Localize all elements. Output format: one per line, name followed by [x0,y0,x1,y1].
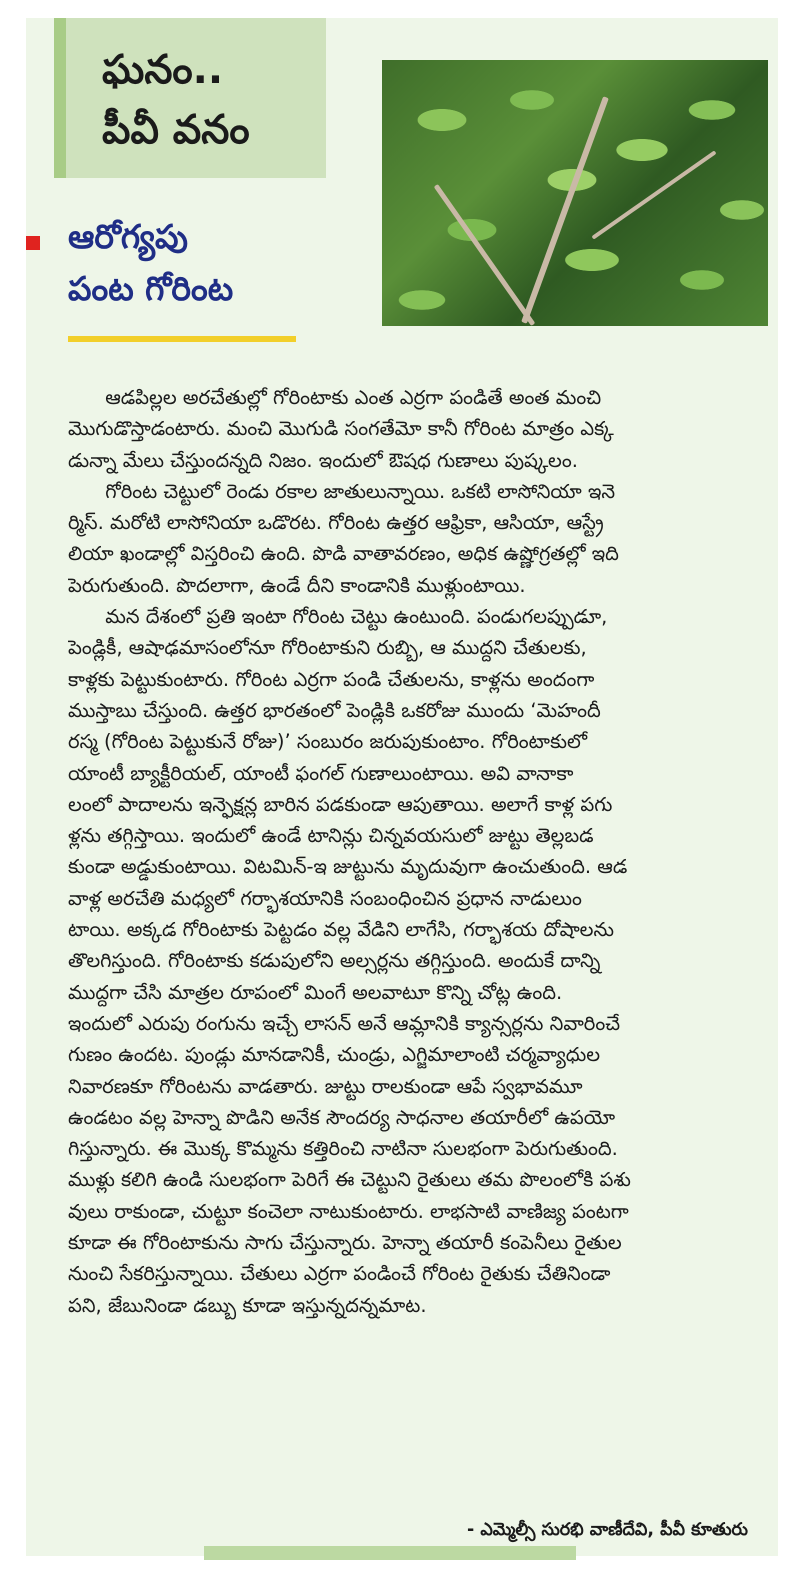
article-line: ముద్దగా చేసి మాత్రల రూపంలో మింగే అలవాటూ కొన్ని చోట్ల ఉంది. [68,980,563,1004]
newspaper-clipping [8,0,792,1580]
article-line: డున్నా మేలు చేస్తుందన్నది నిజం. ఇందులో ఔషధ గుణాలు పుష్కలం. [68,448,578,472]
article-line: లియా ఖండాల్లో విస్తరించి ఉంది. పొడి వాతావరణం, అధిక ఉష్ణోగ్రతల్లో ఇది [68,542,619,566]
article-line: టాయి. అక్కడ గోరింటాకు పెట్టడం వల్ల వేడిని లాగేసి, గర్భాశయ దోషాలను [68,918,614,942]
article-line: మొగుడొస్తాడంటారు. మంచి మొగుడి సంగతేమో కానీ గోరింట మాత్రం ఎక్క [68,417,614,441]
article-line: ళ్లను తగ్గిస్తాయి. ఇందులో ఉండే టానిన్లు చిన్నవయసులో జుట్టు తెల్లబడ [68,824,594,848]
article-line: ముళ్లు కలిగి ఉండి సులభంగా పెరిగే ఈ చెట్టుని రైతులు తమ పొలంలోకి పశు [68,1168,631,1192]
henna-plant-photo [382,60,768,326]
article-body [68,382,768,1321]
byline: - ఎమ్మెల్సీ సురభి వాణీదేవి, పీవీ కూతురు [467,1520,748,1540]
article-line: లంలో పాదాలను ఇన్ఫెక్షన్ల బారిన పడకుండా ఆపుతాయి. అలాగే కాళ్ల పగు [68,792,613,816]
article-line: పెరుగుతుంది. పొదలాగా, ఉండే దీని కాండానికి ముళ్లుంటాయి. [68,573,526,597]
article-line: కూడా ఈ గోరింటాకును సాగు చేస్తున్నారు. హెన్నా తయారీ కంపెనీలు రైతుల [68,1231,622,1255]
headline-line-2: పీవీ వనం [102,107,250,153]
article-line: తొలగిస్తుంది. గోరింటాకు కడుపులోని అల్సర్లను తగ్గిస్తుంది. అందుకే దాన్ని [68,949,601,973]
article-line: వాళ్ల అరచేతి మధ్యలో గర్భాశయానికి సంబంధించిన ప్రధాన నాడులుం [68,886,582,910]
article-line: గోరింట చెట్టులో రెండు రకాల జాతులున్నాయి. ఒకటి లాసోనియా ఇనె [68,479,616,503]
subheading-marker-icon [26,236,40,250]
article-line: పని, జేబునిండా డబ్బు కూడా ఇస్తున్నదన్నమాట. [68,1293,427,1317]
article-line: ర్మిస్. మరోటి లాసోనియా ఒడొరట. గోరింట ఉత్తర ఆఫ్రికా, ఆసియా, ఆస్ట్రే [68,511,604,535]
article-line: కుండా అడ్డుకుంటాయి. విటమిన్-ఇ జుట్టును మృదువుగా ఉంచుతుంది. ఆడ [68,855,628,879]
article-line: రస్మ (గోరింట పెట్టుకునే రోజు)’ సంబురం జరుపుకుంటాం. గోరింటాకులో [68,730,588,754]
headline-box [54,18,326,178]
article-line: యాంటీ బ్యాక్టీరియల్, యాంటీ ఫంగల్ గుణాలుంటాయి. అవి వానాకా [68,761,574,785]
headline-line-1: ఘనం.. [102,47,224,93]
article-line: మన దేశంలో ప్రతి ఇంటా గోరింట చెట్టు ఉంటుంది. పండుగలప్పుడూ, [68,605,608,629]
article-line: కాళ్లకు పెట్టుకుంటారు. గోరింట ఎర్రగా పండి చేతులను, కాళ్లను అందంగా [68,667,595,691]
subheading-underline [68,336,296,342]
article-line: వులు రాకుండా, చుట్టూ కంచెలా నాటుకుంటారు. లాభసాటి వాణిజ్య పంటగా [68,1199,629,1223]
article-line: నుంచి సేకరిస్తున్నాయి. చేతులు ఎర్రగా పండించే గోరింట రైతుకు చేతినిండా [68,1262,611,1286]
bottom-bar [204,1546,576,1560]
article-line: పెండ్లికీ, ఆషాఢమాసంలోనూ గోరింటాకుని రుబ్బి, ఆ ముద్దని చేతులకు, [68,636,587,660]
subheading-line-1: ఆరోగ్యపు [68,217,188,256]
article-line: ఇందులో ఎరుపు రంగును ఇచ్చే లాసన్ అనే ఆమ్లానికి క్యాన్సర్లను నివారించే [68,1011,621,1035]
article-panel [26,18,778,1556]
article-line: గుణం ఉందట. పుండ్లు మానడానికీ, చుండ్రు, ఎగ్జిమాలాంటి చర్మవ్యాధుల [68,1043,601,1067]
article-line: ఆడపిల్లల అరచేతుల్లో గోరింటాకు ఎంత ఎర్రగా పండితే అంత మంచి [68,386,602,409]
article-line: నివారణకూ గోరింటను వాడతారు. జుట్టు రాలకుండా ఆపే స్వభావమూ [68,1074,583,1098]
article-line: ముస్తాబు చేస్తుంది. ఉత్తర భారతంలో పెండ్లికి ఒకరోజు ముందు ‘మెహందీ [68,698,601,722]
subheading-line-2: పంట గోరింట [68,269,234,308]
article-line: ఉండటం వల్ల హెన్నా పొడిని అనేక సౌందర్య సాధనాల తయారీలో ఉపయో [68,1105,616,1129]
article-line: గిస్తున్నారు. ఈ మొక్క కొమ్మను కత్తిరించి నాటినా సులభంగా పెరుగుతుంది. [68,1137,618,1161]
